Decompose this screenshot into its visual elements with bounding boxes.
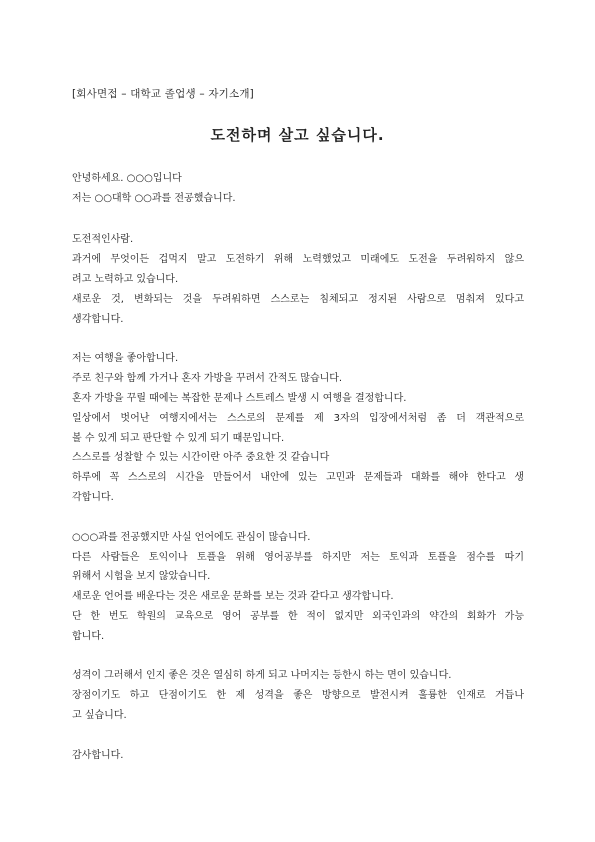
- text-line: 장점이기도 하고 단점이기도 한 제 성격을 좋은 방향으로 발전시켜 훌륭한 인재로 거듭나: [72, 690, 524, 701]
- text-line: 새로운 언어를 배운다는 것은 새로운 문화를 보는 것과 같다고 생각합니다.: [72, 591, 394, 602]
- text-line: 도전적인사람.: [72, 234, 134, 245]
- text-line: 성격이 그러해서 인지 좋은 것은 열심히 하게 되고 나머지는 등한시 하는 면이 있습니다.: [72, 670, 452, 681]
- text-line: 려고 노력하고 있습니다.: [72, 274, 179, 285]
- text-line: 단 한 번도 학원의 교육으로 영어 공부를 한 적이 없지만 외국인과의 약간의 회화가 가능: [72, 611, 524, 622]
- text-line: 고 싶습니다.: [72, 710, 127, 721]
- text-line: 합니다.: [72, 631, 105, 642]
- text-line: 생각합니다.: [72, 314, 124, 325]
- text-line: 주로 친구와 함께 가거나 혼자 가방을 꾸려서 간적도 많습니다.: [72, 373, 343, 384]
- text-line: 저는 여행을 좋아합니다.: [72, 353, 179, 364]
- text-line: 볼 수 있게 되고 판단할 수 있게 되기 때문입니다.: [72, 433, 285, 444]
- text-line: 각합니다.: [72, 492, 114, 503]
- document-title: 도전하며 살고 싶습니다.: [210, 126, 385, 144]
- text-line: ○○○과를 전공했지만 사실 언어에도 관심이 많습니다.: [72, 532, 311, 543]
- text-line: 저는 ○○대학 ○○과를 전공했습니다.: [72, 193, 236, 204]
- text-line: 스스로를 성찰할 수 있는 시간이란 아주 중요한 것 같습니다: [72, 452, 330, 463]
- text-line: 다른 사람들은 토익이나 토플을 위해 영어공부를 하지만 저는 토익과 토플을 점수를 따기: [72, 552, 524, 563]
- text-line: 안녕하세요. ○○○입니다: [72, 173, 182, 184]
- text-line: 혼자 가방을 꾸릴 때에는 복잡한 문제나 스트레스 발생 시 여행을 결정합니다.: [72, 393, 407, 404]
- text-line: 과거에 무엇이든 겁먹지 말고 도전하기 위해 노력했었고 미래에도 도전을 두려워하지 않으: [72, 254, 524, 265]
- text-line: 일상에서 벗어난 여행지에서는 스스로의 문제를 제 3자의 입장에서처럼 좀 더 객관적으로: [72, 413, 524, 424]
- document-header-tag: [회사면접 – 대학교 졸업생 – 자기소개]: [72, 88, 254, 100]
- text-line: 새로운 것, 변화되는 것을 두려워하면 스스로는 침체되고 정지된 사람으로 멈춰져 있다고: [72, 294, 524, 305]
- text-line: 감사합니다.: [72, 750, 124, 761]
- text-line: 하루에 꼭 스스로의 시간을 만들어서 내안에 있는 고민과 문제들과 대화를 해야 한다고 생: [72, 472, 524, 483]
- text-line: 위해서 시험을 보지 않았습니다.: [72, 571, 211, 582]
